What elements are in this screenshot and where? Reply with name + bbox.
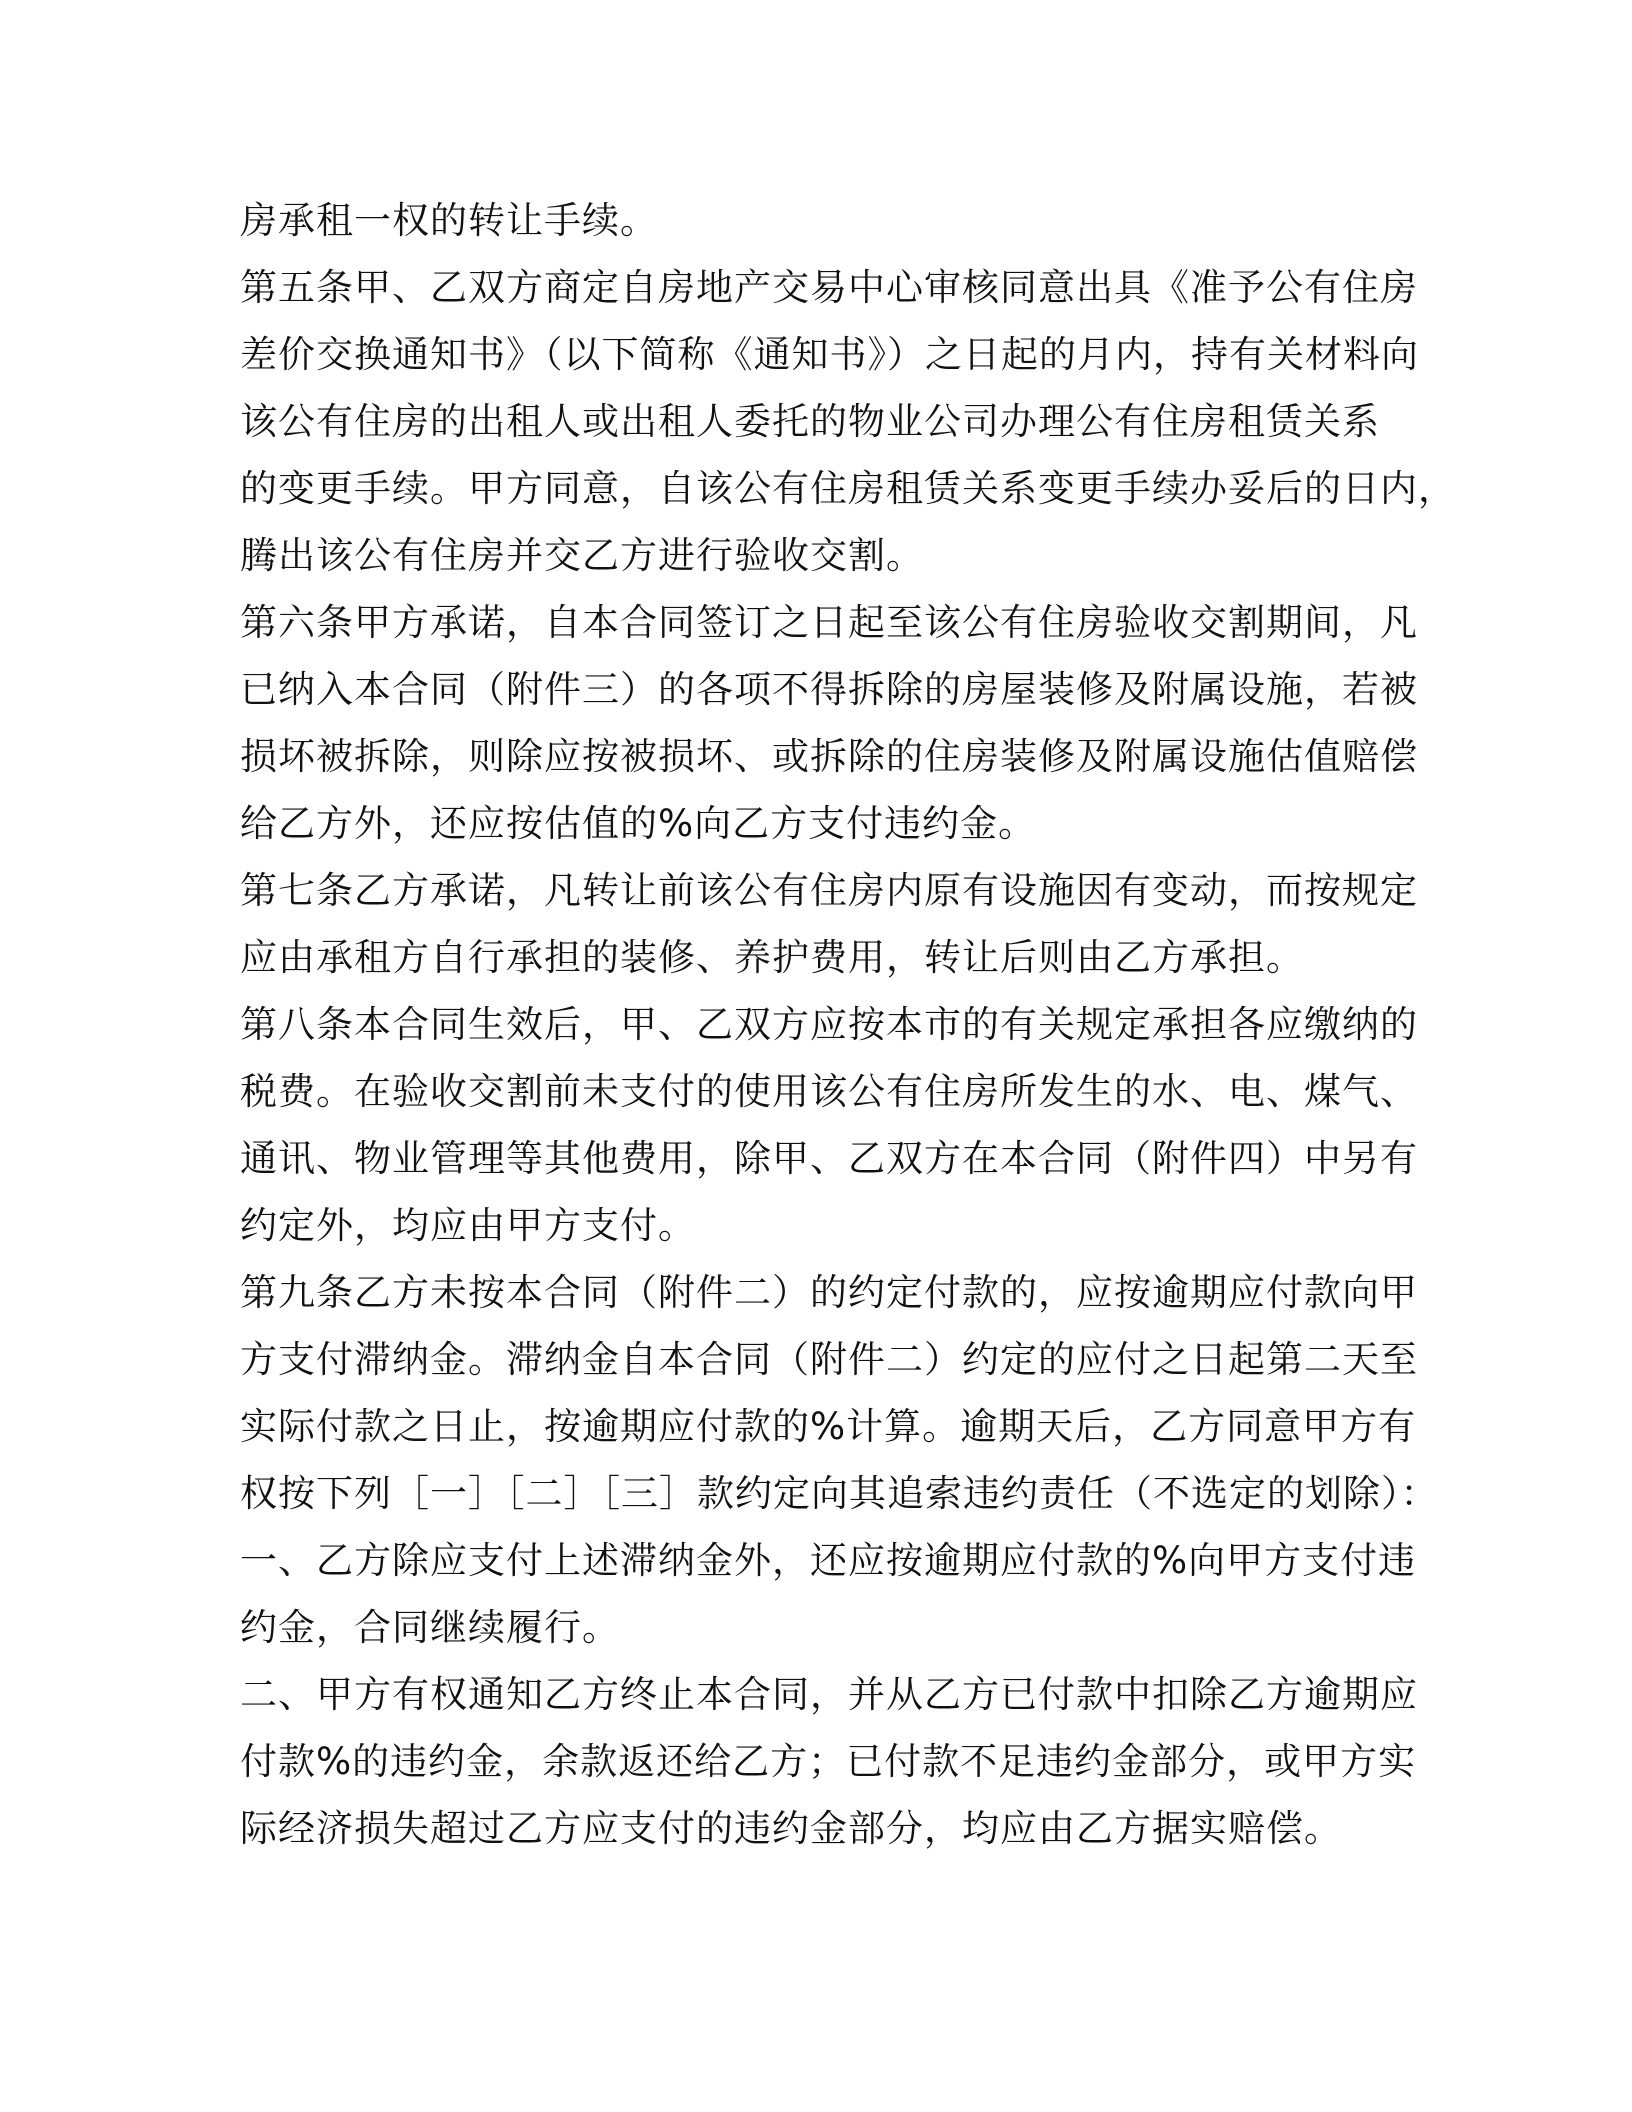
text-line: 约金，合同继续履行。 xyxy=(240,1606,620,1649)
text-line: 的变更手续。甲方同意，自该公有住房租赁关系变更手续办妥后的日内， xyxy=(240,467,1456,510)
text-line: 该公有住房的出租人或出租人委托的物业公司办理公有住房租赁关系 xyxy=(240,400,1380,443)
text-line: 方支付滞纳金。滞纳金自本合同（附件二）约定的应付之日起第二天至 xyxy=(240,1338,1418,1381)
text-line: 际经济损失超过乙方应支付的违约金部分，均应由乙方据实赔偿。 xyxy=(240,1807,1342,1850)
contract-text-body xyxy=(240,187,1456,1862)
text-line: 第九条乙方未按本合同（附件二）的约定付款的，应按逾期应付款向甲 xyxy=(240,1271,1418,1314)
text-line: 腾出该公有住房并交乙方进行验收交割。 xyxy=(240,534,924,577)
text-line: 第七条乙方承诺，凡转让前该公有住房内原有设施因有变动，而按规定 xyxy=(240,869,1418,912)
text-line: 第六条甲方承诺，自本合同签订之日起至该公有住房验收交割期间，凡 xyxy=(240,601,1418,644)
text-line: 第五条甲、乙双方商定自房地产交易中心审核同意出具《准予公有住房 xyxy=(240,266,1418,309)
text-line: 差价交换通知书》（以下简称《通知书》）之日起的月内，持有关材料向 xyxy=(240,333,1419,376)
text-line: 第八条本合同生效后，甲、乙双方应按本市的有关规定承担各应缴纳的 xyxy=(240,1003,1418,1046)
text-line: 房承租一权的转让手续。 xyxy=(240,199,658,242)
text-line: 付款%的违约金，余款返还给乙方；已付款不足违约金部分，或甲方实 xyxy=(240,1740,1417,1783)
text-line: 通讯、物业管理等其他费用，除甲、乙双方在本合同（附件四）中另有 xyxy=(240,1137,1418,1180)
text-line: 约定外，均应由甲方支付。 xyxy=(240,1204,696,1247)
text-line: 应由承租方自行承担的装修、养护费用，转让后则由乙方承担。 xyxy=(240,936,1304,979)
text-line: 二、甲方有权通知乙方终止本合同，并从乙方已付款中扣除乙方逾期应 xyxy=(240,1673,1418,1716)
text-line: 给乙方外，还应按估值的%向乙方支付违约金。 xyxy=(240,802,1037,845)
text-line: 一、乙方除应支付上述滞纳金外，还应按逾期应付款的%向甲方支付违 xyxy=(240,1539,1417,1582)
text-line: 已纳入本合同（附件三）的各项不得拆除的房屋装修及附属设施，若被 xyxy=(240,668,1418,711)
text-line: 税费。在验收交割前未支付的使用该公有住房所发生的水、电、煤气、 xyxy=(240,1070,1418,1113)
text-line: 权按下列［一］［二］［三］款约定向其追索违约责任（不选定的划除）： xyxy=(240,1472,1439,1515)
text-line: 实际付款之日止，按逾期应付款的%计算。逾期天后，乙方同意甲方有 xyxy=(240,1405,1417,1448)
text-line: 损坏被拆除，则除应按被损坏、或拆除的住房装修及附属设施估值赔偿 xyxy=(240,735,1418,778)
